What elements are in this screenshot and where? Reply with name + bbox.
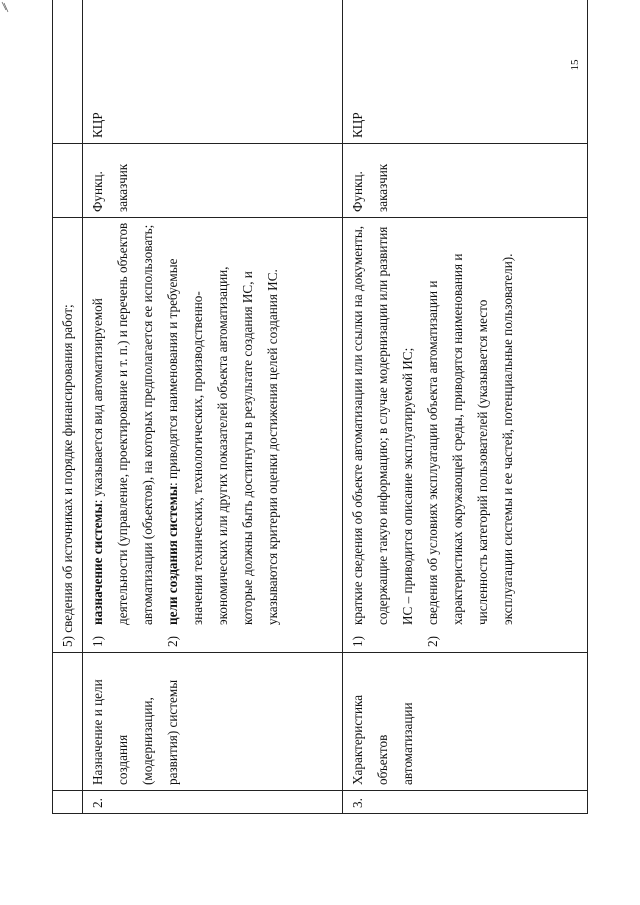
scan-mark xyxy=(0,0,10,14)
item-text: краткие сведения об объекте автоматизации или ссылки на документы, содержащие такую информацию; в случае модернизации или развития ИС – приводится описание эксплуатируемой ИС; xyxy=(350,225,415,625)
cell-description: 5) сведения об источниках и порядке финансирования работ; xyxy=(53,218,83,653)
item-list xyxy=(85,222,285,647)
table-row xyxy=(343,0,588,814)
list-item xyxy=(85,222,160,647)
item-bold-term: цели создания системы xyxy=(165,485,180,625)
item-number: 2) xyxy=(425,636,440,647)
item-text: сведения об условиях эксплуатации объекта автоматизации и характеристиках окружающей среды, приводятся наименования и численность категорий пользователей (указывается место эксплуатации системы и ее частей, потенциальные пользователи). xyxy=(425,253,515,625)
item-text: : приводятся наименования и требуемые значения технических, технологических, производственно-экономических или других показателей объекта автоматизации, которые должны быть достигнуты в результате создания ИС, и указываются критерии оценки достижения целей создания ИС. xyxy=(165,258,280,625)
cell-document: КЦР xyxy=(343,0,588,144)
cell-document: КЦР xyxy=(83,0,343,144)
item-number: 1) xyxy=(90,636,105,647)
item-number: 1) xyxy=(350,636,365,647)
rotated-page xyxy=(52,0,578,814)
cell-num xyxy=(53,791,83,814)
cell-document xyxy=(53,0,83,144)
cell-responsible xyxy=(53,144,83,218)
item-bold-term: назначение системы xyxy=(90,503,105,625)
cell-responsible: Функц. заказчик xyxy=(83,144,343,218)
list-item xyxy=(420,222,520,647)
cell-name xyxy=(53,653,83,791)
page-number: 15 xyxy=(569,59,581,71)
cell-responsible: Функц. заказчик xyxy=(343,144,588,218)
list-item xyxy=(160,222,285,647)
requirements-table xyxy=(52,0,588,814)
item-list xyxy=(345,222,520,647)
table-row-continuation xyxy=(53,0,83,814)
list-item xyxy=(345,222,420,647)
cell-description xyxy=(83,218,343,653)
cell-description xyxy=(343,218,588,653)
cell-num: 3. xyxy=(343,791,588,814)
item-number: 2) xyxy=(165,636,180,647)
cell-num: 2. xyxy=(83,791,343,814)
cell-name: Характеристика объектов автоматизации xyxy=(343,653,588,791)
cell-name: Назначение и цели создания (модернизации, развития) системы xyxy=(83,653,343,791)
table-row xyxy=(83,0,343,814)
item-text: : указывается вид автоматизируемой деятельности (управление, проектирование и т. п.) и перечень объектов автоматизации (объектов), на которых предполагается ее использовать; xyxy=(90,222,155,625)
